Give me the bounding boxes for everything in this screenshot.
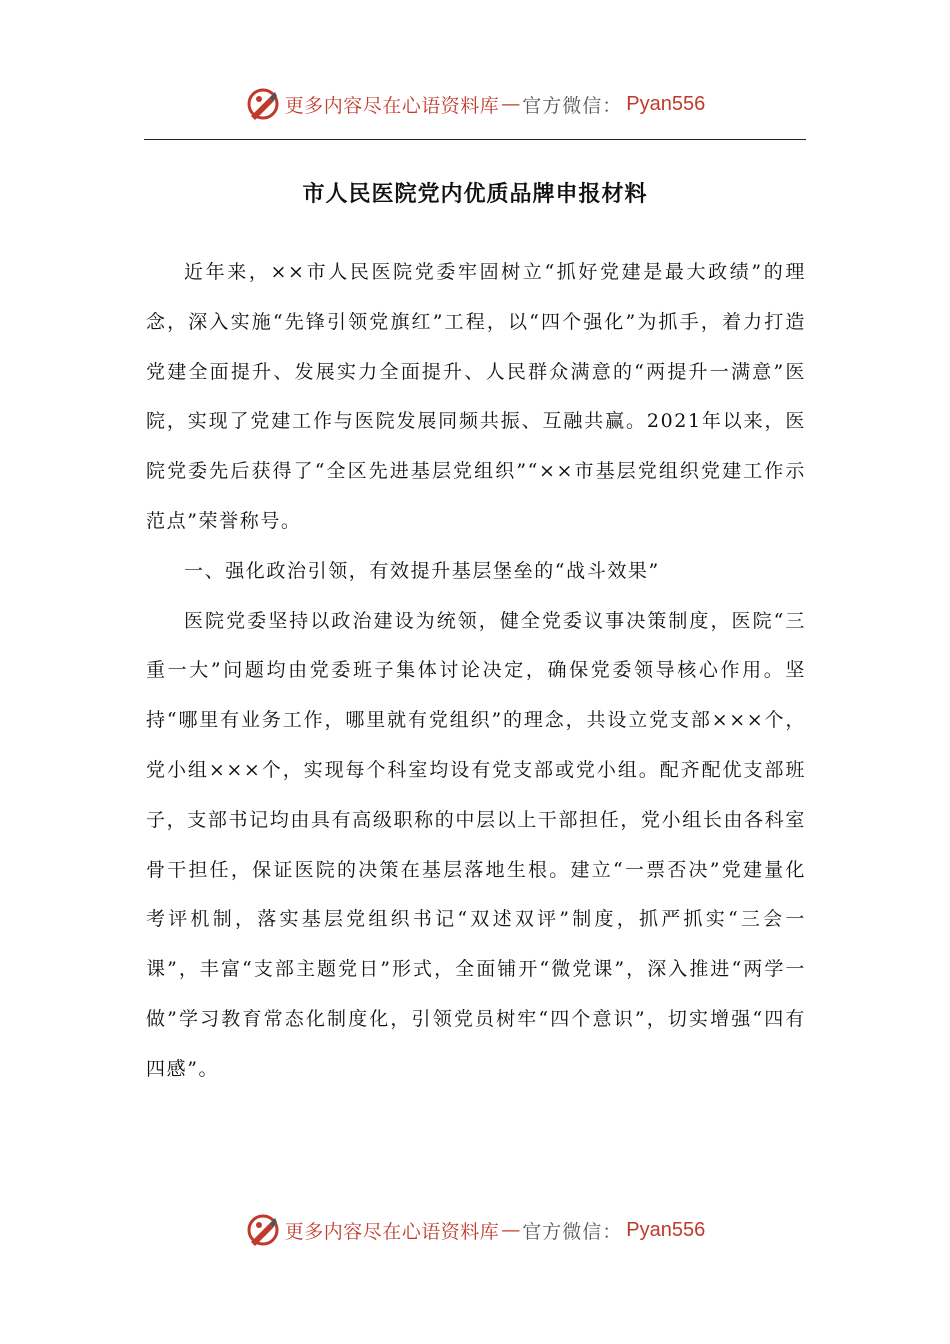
watermark-text: 更多内容尽在心语资料库 <box>284 1220 500 1243</box>
watermark-separator: — <box>501 1219 521 1241</box>
watermark-banner-bottom <box>0 1208 950 1252</box>
section-heading-1: 一、强化政治引领，有效提升基层堡垒的“战斗效果” <box>184 559 660 582</box>
watermark-sub: 官方微信： <box>522 94 623 117</box>
document-title: 市人民医院党内优质品牌申报材料 <box>302 182 648 207</box>
watermark-content <box>245 1212 706 1248</box>
watermark-banner-top <box>0 82 950 126</box>
watermark-sub: 官方微信： <box>522 1220 623 1243</box>
watermark-id: Pyan556 <box>626 1218 706 1241</box>
paragraph-section-1: 医院党委坚持以政治建设为统领，健全党委议事决策制度，医院“三重一大”问题均由党委班子集体讨论决定，确保党委领导核心作用。坚持“哪里有业务工作，哪里就有党组织”的理念，共设立党支部×××个，党小组×××个，实现每个科室均设有党支部或党小组。配齐配优支部班子，支部书记均由具有高级职称的中层以上干部担任，党小组长由各科室骨干担任，保证医院的决策在基层落地生根。建立“一票否决”党建量化考评机制，落实基层党组织书记“双述双评”制度，抓严抓实“三会一课”，丰富“支部主题党日”形式，全面铺开“微党课”，深入推进“两学一做”学习教育常态化制度化，引领党员树牢“四个意识”，切实增强“四有四感”。 <box>146 609 806 1080</box>
document-body <box>146 248 806 1095</box>
watermark-separator: — <box>501 93 521 115</box>
header-rule <box>144 139 806 140</box>
pen-logo-icon <box>245 1212 281 1248</box>
watermark-text: 更多内容尽在心语资料库 <box>284 94 500 117</box>
watermark-content <box>245 86 706 122</box>
watermark-id: Pyan556 <box>626 92 706 115</box>
pen-logo-icon <box>245 86 281 122</box>
paragraph-intro: 近年来，××市人民医院党委牢固树立“抓好党建是最大政绩”的理念，深入实施“先锋引领党旗红”工程，以“四个强化”为抓手，着力打造党建全面提升、发展实力全面提升、人民群众满意的“两提升一满意”医院，实现了党建工作与医院发展同频共振、互融共赢。2021年以来，医院党委先后获得了“全区先进基层党组织”“××市基层党组织党建工作示范点”荣誉称号。 <box>146 261 806 532</box>
